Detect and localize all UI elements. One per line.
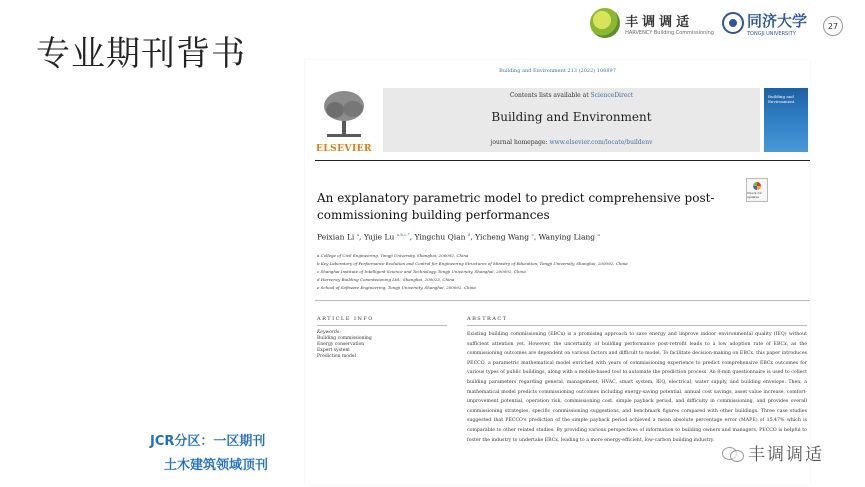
- author: Yicheng Wang: [475, 232, 530, 242]
- watermark: [722, 440, 824, 465]
- journal-title: Building and Environment: [491, 110, 652, 124]
- author-affil[interactable]: e: [531, 232, 534, 237]
- check-updates-icon: [753, 182, 761, 190]
- cover-title: Building and Environment: [768, 94, 795, 104]
- fxt-logo-cn: 丰调调适: [625, 14, 694, 30]
- contents-prefix: Contents lists available at: [509, 92, 591, 99]
- slide-title: 专业期刊背书: [36, 34, 246, 74]
- elsevier-logo: [315, 84, 373, 156]
- article-title: An explanatory parametric model to predict comprehensive post-commissioning building performances: [317, 191, 715, 222]
- journal-header: [315, 84, 810, 156]
- check-updates-badge[interactable]: [746, 178, 768, 202]
- journal-cover-image: [764, 88, 808, 152]
- wechat-icon: [722, 445, 744, 461]
- author: Peixian Li: [317, 232, 355, 242]
- author: Yujie Lu: [363, 232, 395, 242]
- article-info: [317, 316, 447, 360]
- affiliation: a College of Civil Engineering, Tongji University, Shanghai, 200092, China: [317, 253, 469, 258]
- elsevier-wordmark: ELSEVIER: [315, 144, 373, 154]
- watermark-text: 丰调调适: [748, 445, 824, 465]
- journal-reference: Building and Environment 213 (2022) 108897: [499, 68, 616, 74]
- affiliation: b Key Laboratory of Performance Evolution and Control for Engineering Structures of Ministry of Education, Tongji University, Shanghai, 200092, China: [317, 261, 628, 266]
- fxt-logo: [590, 8, 714, 38]
- paper-screenshot: [305, 60, 810, 485]
- sciencedirect-link[interactable]: ScienceDirect: [590, 92, 634, 99]
- author: Wanying Liang: [538, 232, 596, 242]
- journal-homepage-link[interactable]: www.elsevier.com/locate/buildenv: [549, 139, 653, 146]
- keyword: Prediction model: [317, 354, 356, 359]
- jcr-note: JCR分区：一区期刊: [150, 434, 266, 449]
- abstract-heading: ABSTRACT: [467, 316, 807, 326]
- fxt-logo-icon: [590, 8, 620, 38]
- affiliation: d Harvency Building Commissioning Ltd., Shanghai, 200023, China: [317, 277, 455, 282]
- affiliation: e School of Software Engineering, Tongji University, Shanghai, 200092, China: [317, 285, 476, 290]
- tongji-logo-en: TONGJI UNIVERSITY: [746, 30, 796, 37]
- header-rule: [315, 160, 810, 161]
- keyword: Expert system: [317, 348, 350, 353]
- contents-line: [383, 92, 760, 99]
- tongji-logo: [722, 10, 807, 37]
- elsevier-tree-icon: [321, 88, 367, 140]
- author: Yingchu Qian: [414, 232, 466, 242]
- check-updates-label: Check for updates: [747, 190, 762, 199]
- affiliation-list: [317, 252, 787, 292]
- affiliation: c Shanghai Institute of Intelligent Science and Technology, Tongji University, Shanghai, 200092, China: [317, 269, 526, 274]
- article-info-heading: ARTICLE INFO: [317, 316, 447, 326]
- tongji-seal-icon: [722, 12, 744, 34]
- logo-group: [590, 8, 807, 38]
- author-affil[interactable]: a: [356, 232, 360, 237]
- author-affil[interactable]: d: [467, 232, 471, 237]
- fxt-logo-en: HARVENCY Building Commissioning: [625, 29, 714, 36]
- civil-field-note: 土木建筑领域顶刊: [164, 458, 269, 473]
- tongji-logo-cn: 同济大学: [746, 11, 807, 30]
- section-rule: [315, 300, 810, 301]
- abstract-section: [467, 316, 807, 445]
- keywords-label: Keywords:: [317, 330, 341, 335]
- author-affil[interactable]: a,b,c,*: [396, 232, 410, 237]
- keyword: Energy conservation: [317, 342, 365, 347]
- homepage-line: [383, 139, 760, 146]
- author-list: Peixian Li $^a$, Yujie Lu $^{a,b,c,*}$, Yingchu Qian $^d$, Yicheng Wang $^e$, Wanying Liang $^a$: [317, 232, 600, 242]
- homepage-prefix: journal homepage:: [490, 139, 550, 146]
- keyword: Building commissioning: [317, 336, 372, 341]
- author-affil[interactable]: a: [597, 232, 600, 237]
- journal-banner: [383, 88, 760, 152]
- abstract-text: Existing building commissioning (EBCx) is a promising approach to save energy and improve indoor environmental quality (IEQ) without sufficient attention yet. However, the uncertainty of building performance post-retrofit leads to a low adoption rate of EBCx, as the commissioning outcomes are dependent on various factors and difficult to model. To facilitate decision-making on EBCx, this paper introduces PECCO, a parametric mathematical model enriched with years of commissioning experience to predict comprehensive EBCx outcomes for various types of public buildings, along with a mobile-based tool to automate the prediction process. An 8-min questionnaire is used to collect building parameters regarding general, management, HVAC, smart system, IEQ, electrical, water supply, and building envelope. Then, a mathematical model predicts commissioning outcomes including energy-saving potential, annual cost savings, asset value increase, comfort-improvement potential, operation risk, commissioning cost, simple payback period, and difficulty in commissioning, and provides overall commissioning strategies, specific commissioning suggestions, and benchmark figures compared with other buildings. Three case studies suggested that PECCO's prediction of the simple payback period achieved a mean absolute percentage error (MAPE) of 15.47% which is comparable to other related studies. By providing various perspectives of information to building owners and managers, PECCO is helpful to foster the industry to undertake EBCx, leading to a more energy-efficient, low-carbon building industry.: [467, 332, 807, 443]
- page-number: 27: [823, 16, 843, 36]
